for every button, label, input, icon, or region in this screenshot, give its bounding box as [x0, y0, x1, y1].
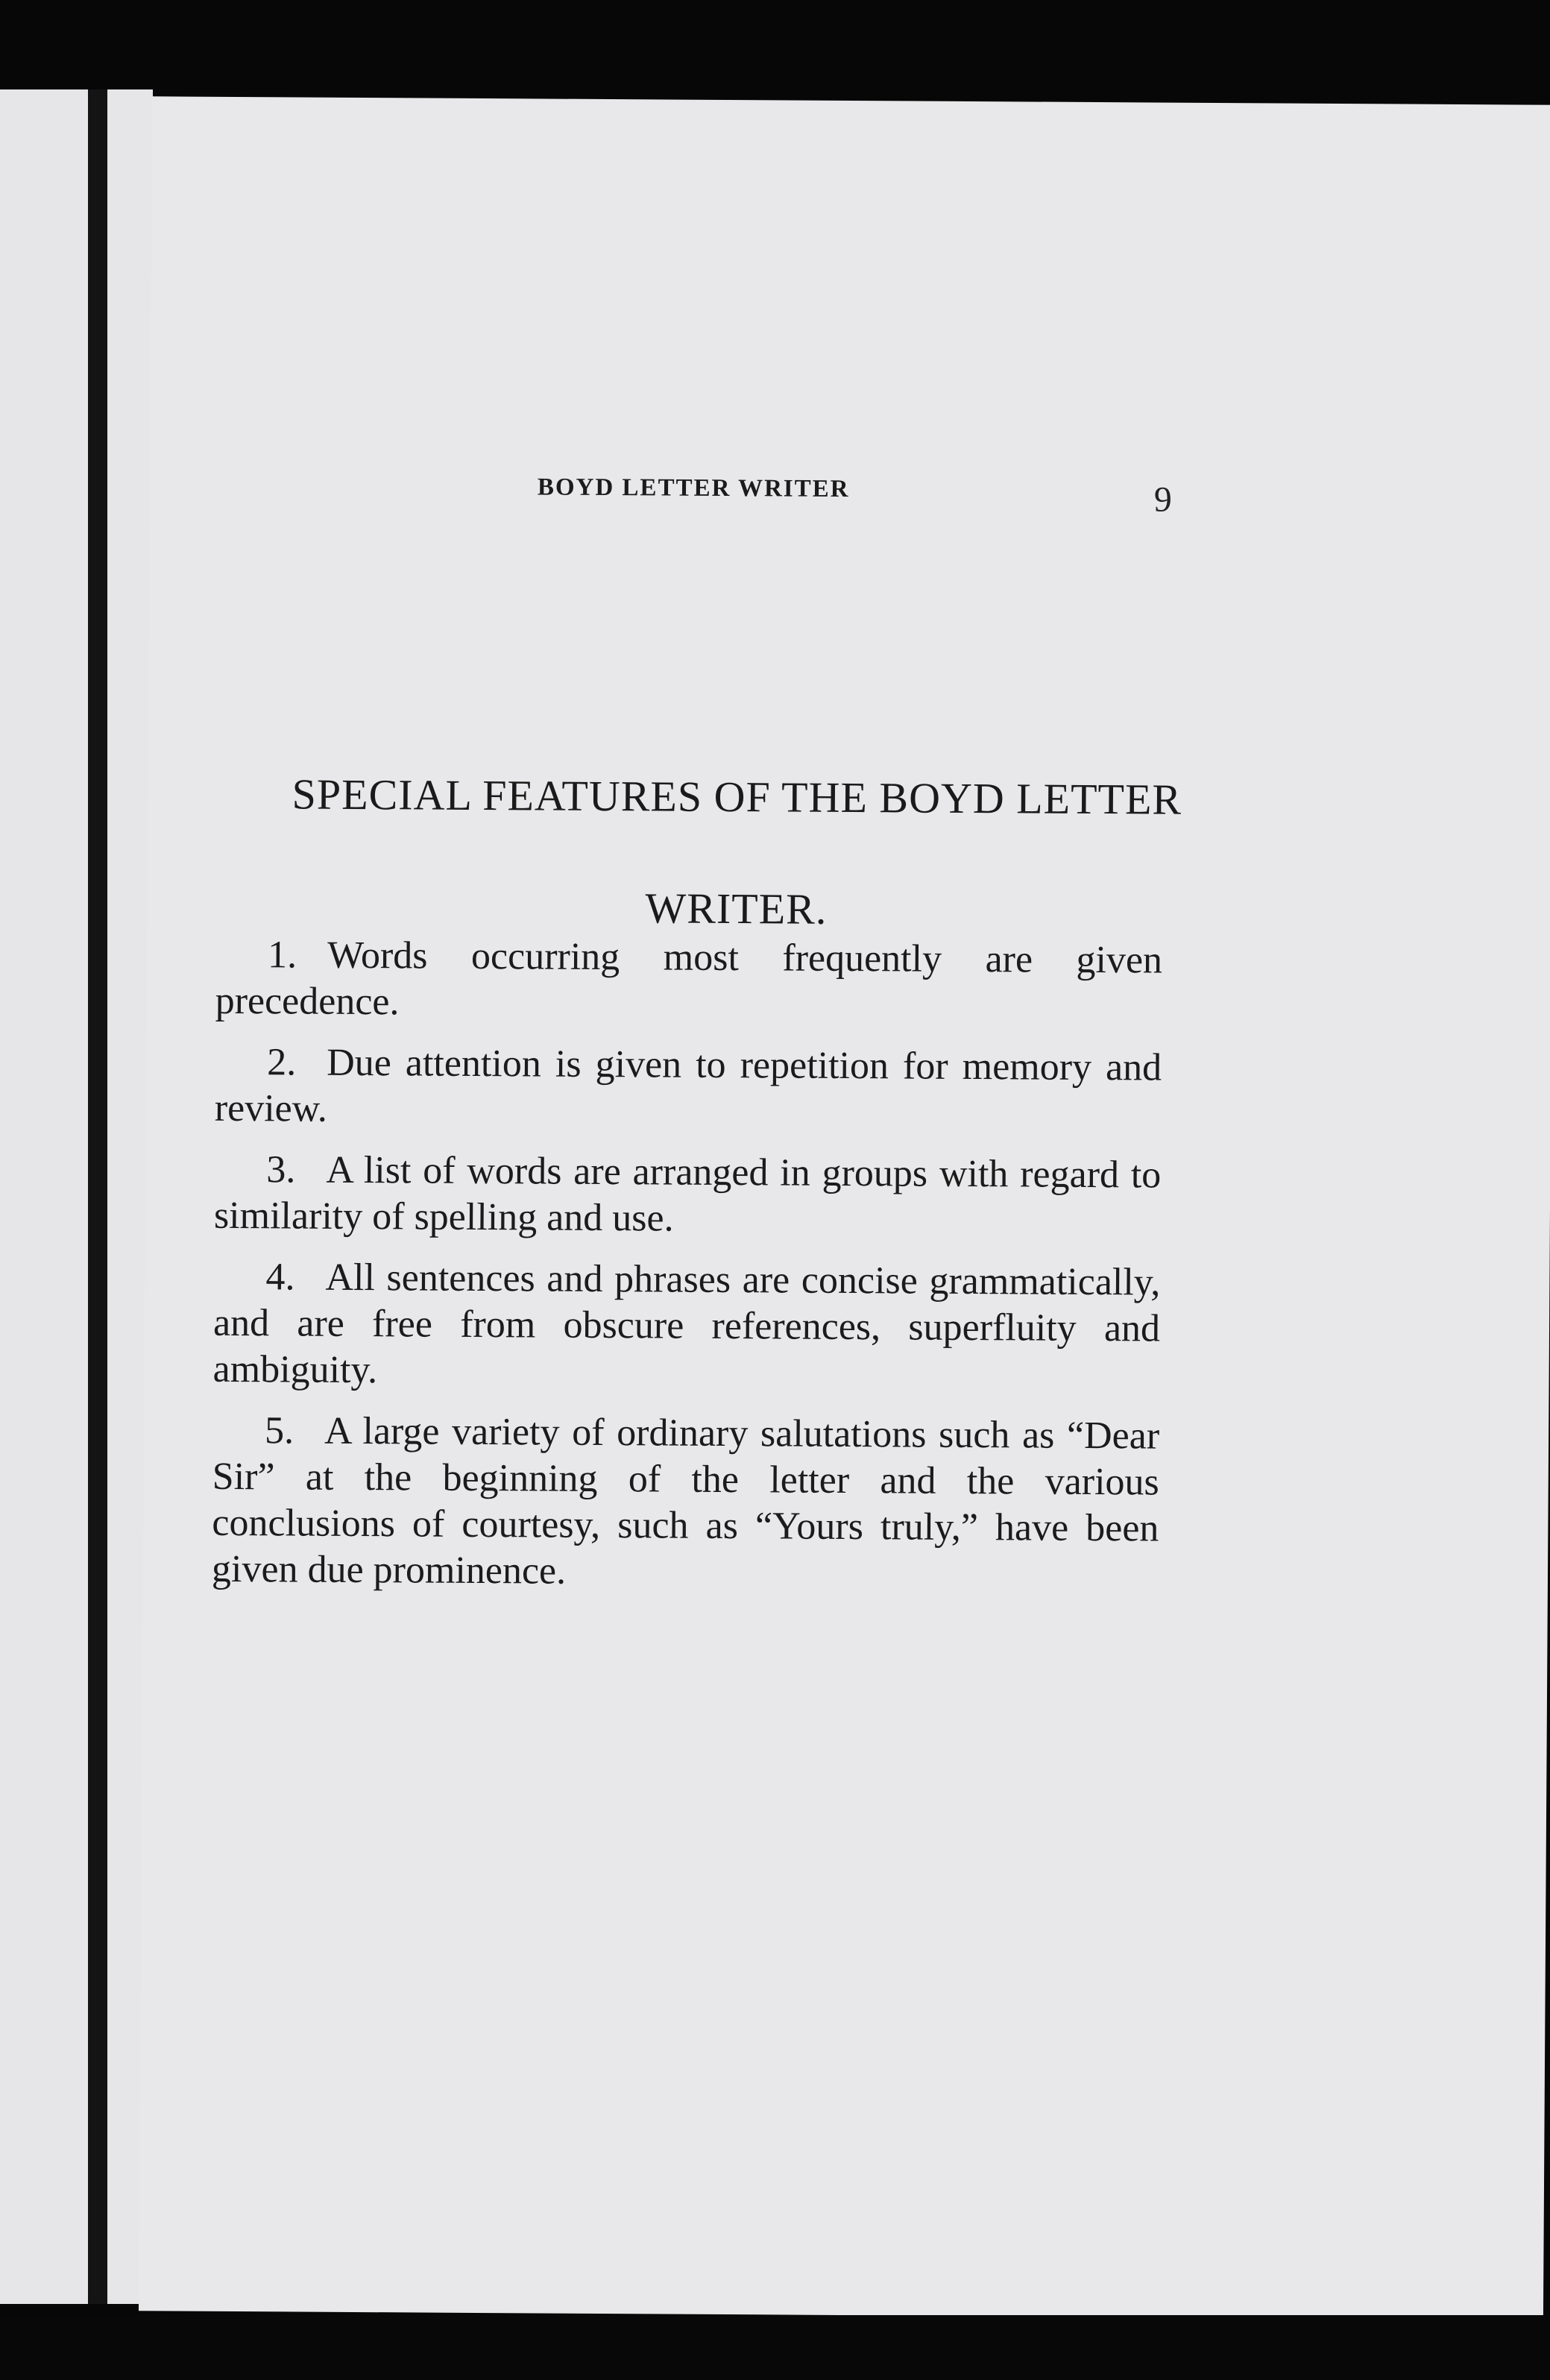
feature-number: 5. — [264, 1409, 294, 1452]
feature-item — [215, 1039, 1162, 1138]
feature-text: A large variety of ordinary salutations such as “Dear Sir” at the beginning of the letter and the various conclusions of courtesy, such as “Yours truly,” have been given due prominence. — [211, 1409, 1160, 1593]
scan-bottom-shadow — [0, 2315, 1550, 2380]
feature-text: All sentences and phrases are concise grammatically, and are free from obscure references, superfluity and ambiguity. — [212, 1256, 1161, 1392]
feature-item — [215, 932, 1162, 1030]
page-title: SPECIAL FEATURES OF THE BOYD LETTER WRITER. — [292, 769, 1182, 934]
running-head: BOYD LETTER WRITER — [537, 473, 850, 503]
feature-number: 3. — [266, 1148, 296, 1191]
feature-list — [212, 932, 1163, 1614]
book-binding-shadow — [88, 89, 107, 2304]
feature-item — [212, 1408, 1159, 1599]
feature-text: Due attention is given to repetition for memory and review. — [214, 1041, 1162, 1130]
feature-number: 1. — [267, 934, 297, 977]
left-page-edge — [0, 89, 153, 2304]
page-number: 9 — [1153, 479, 1172, 520]
feature-number: 2. — [267, 1041, 297, 1084]
feature-item — [214, 1147, 1162, 1245]
feature-text: Words occurring most frequently are given precedence. — [215, 934, 1163, 1024]
document-page — [139, 96, 1550, 2319]
feature-number: 4. — [265, 1256, 295, 1299]
feature-text: A list of words are arranged in groups with regard to similarity of spelling and use. — [213, 1148, 1162, 1240]
feature-item — [212, 1254, 1160, 1399]
